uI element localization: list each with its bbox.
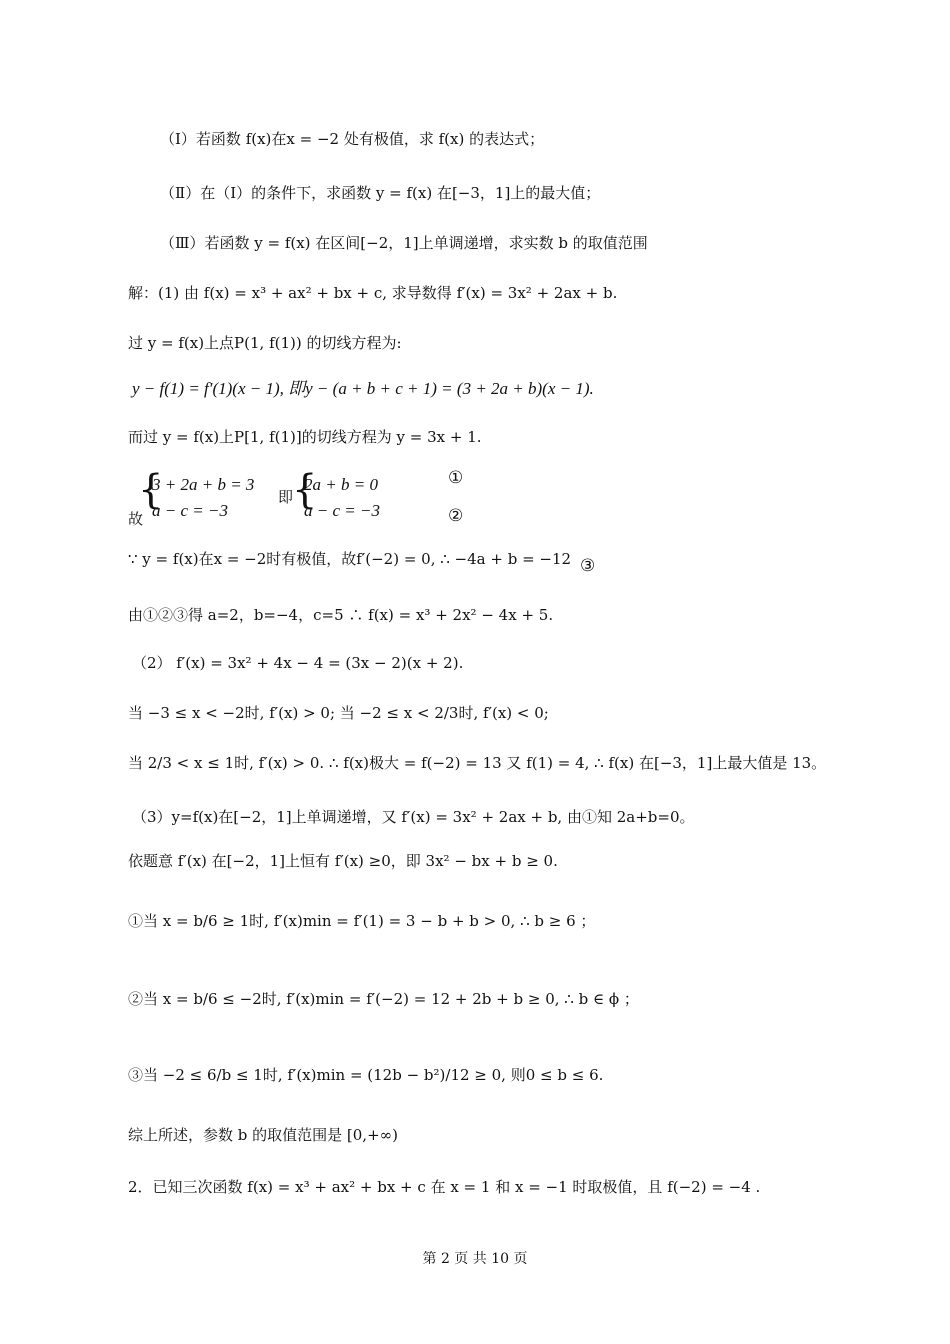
left-brace-1: {: [138, 467, 164, 513]
case-1: ①当 x = b/6 ≥ 1时, f′(x)min = f′(1) = 3 − b + b > 0, ∴ b ≥ 6 ；: [128, 912, 596, 930]
system-eq-2a: 2a + b = 0: [304, 475, 378, 494]
question-part-2: （Ⅱ）在（Ⅰ）的条件下，求函数 y = f(x) 在[−3，1]上的最大值；: [160, 184, 601, 202]
solution-line-3: y − f(1) = f′(1)(x − 1), 即y − (a + b + c + 1) = (3 + 2a + b)(x − 1).: [132, 379, 594, 398]
left-brace-2: {: [292, 467, 318, 513]
question-part-3: （Ⅲ）若函数 y = f(x) 在区间[−2，1]上单调递增，求实数 b 的取值范围: [160, 234, 648, 252]
part3-line-1: （3）y=f(x)在[−2，1]上单调递增，又 f′(x) = 3x² + 2ax + b, 由①知 2a+b=0。: [132, 808, 695, 826]
question-2: 2．已知三次函数 f(x) = x³ + ax² + bx + c 在 x = 1 和 x = −1 时取极值，且 f(−2) = −4 .: [128, 1178, 761, 1196]
solution-line-6: 由①②③得 a=2，b=−4，c=5 ∴ f(x) = x³ + 2x² − 4x + 5.: [128, 606, 554, 624]
case-2: ②当 x = b/6 ≤ −2时, f′(x)min = f′(−2) = 12 + 2b + b ≥ 0, ∴ b ∈ ϕ ；: [128, 990, 639, 1008]
page-footer: 第 2 页 共 10 页: [422, 1251, 528, 1267]
system-eq-1a: 3 + 2a + b = 3: [152, 475, 255, 494]
marker-1: ①: [448, 468, 464, 488]
solution-line-1: 解：(1) 由 f(x) = x³ + ax² + bx + c, 求导数得 f′(x) = 3x² + 2ax + b.: [128, 284, 618, 302]
conclusion: 综上所述，参数 b 的取值范围是 [0,+∞): [128, 1126, 398, 1144]
solution-line-4: 而过 y = f(x)上P[1, f(1)]的切线方程为 y = 3x + 1.: [128, 428, 482, 446]
marker-3: ③: [580, 556, 596, 576]
part3-line-2: 依题意 f′(x) 在[−2，1]上恒有 f′(x) ≥0，即 3x² − bx + b ≥ 0.: [128, 852, 558, 870]
part2-line-3: 当 2/3 < x ≤ 1时, f′(x) > 0. ∴ f(x)极大 = f(−2) = 13 又 f(1) = 4, ∴ f(x) 在[−3，1]上最大值是 13。: [128, 754, 827, 772]
part2-line-1: （2） f′(x) = 3x² + 4x − 4 = (3x − 2)(x + 2).: [132, 654, 464, 672]
question-part-1: （Ⅰ）若函数 f(x)在x = −2 处有极值，求 f(x) 的表达式；: [160, 130, 545, 148]
case-3: ③当 −2 ≤ 6/b ≤ 1时, f′(x)min = (12b − b²)/12 ≥ 0, 则0 ≤ b ≤ 6.: [128, 1066, 604, 1084]
system-eq-2b: a − c = −3: [304, 501, 380, 520]
part2-line-2: 当 −3 ≤ x < −2时, f′(x) > 0; 当 −2 ≤ x < 2/3时, f′(x) < 0;: [128, 704, 549, 722]
system-eq-1b: a − c = −3: [152, 501, 228, 520]
marker-2: ②: [448, 506, 464, 526]
solution-line-2: 过 y = f(x)上点P(1, f(1)) 的切线方程为:: [128, 334, 402, 352]
that-is-label: 即: [278, 488, 294, 506]
so-label: 故: [128, 510, 144, 528]
solution-line-5: ∵ y = f(x)在x = −2时有极值，故f′(−2) = 0, ∴ −4a + b = −12: [128, 550, 572, 568]
